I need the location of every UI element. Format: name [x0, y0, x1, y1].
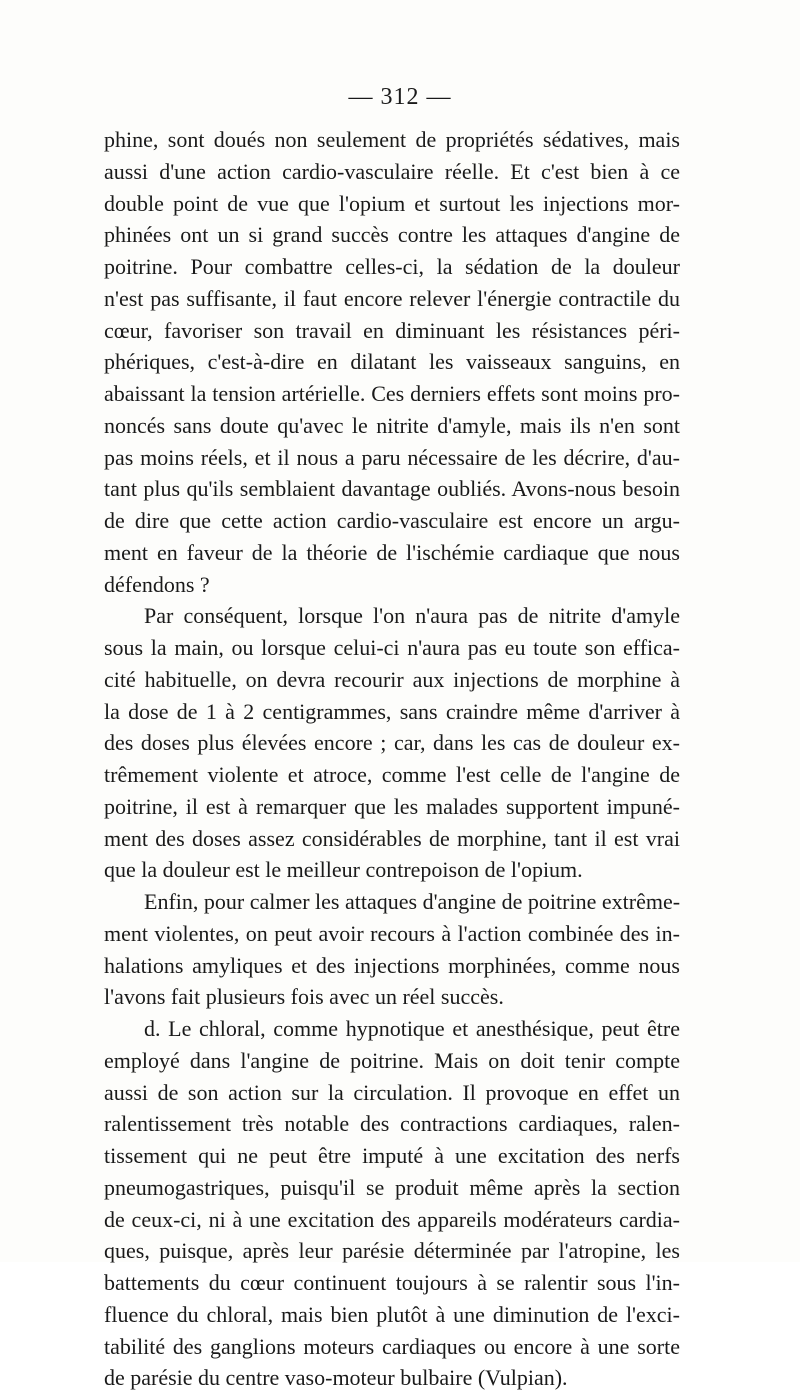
text-line: phériques, c'est-à-dire en dilatant les vaisseaux sanguins, en [104, 349, 680, 375]
text-line: double point de vue que l'opium et surtout les injections mor- [104, 190, 680, 216]
text-line: Par conséquent, lorsque l'on n'aura pas de nitrite d'amyle [144, 603, 680, 629]
text-line: ment des doses assez considérables de morphine, tant il est vrai [104, 825, 680, 851]
text-line: des doses plus élevées encore ; car, dans les cas de douleur ex- [104, 730, 680, 756]
text-line: noncés sans doute qu'avec le nitrite d'amyle, mais ils n'en sont [104, 412, 680, 438]
text-line: n'est pas suffisante, il faut encore relever l'énergie contractile du [104, 285, 680, 311]
text-line: phine, sont doués non seulement de propriétés sédatives, mais [104, 127, 680, 152]
text-line: ralentissement très notable des contractions cardiaques, ralen- [104, 1111, 680, 1137]
text-line: poitrine. Pour combattre celles-ci, la sédation de la douleur [104, 254, 680, 279]
text-line: la dose de 1 à 2 centigrammes, sans craindre même d'arriver à [104, 698, 680, 724]
text-line: poitrine, il est à remarquer que les malades supportent impuné- [104, 793, 680, 819]
text-line: de parésie du centre vaso-moteur bulbaire (Vulpian). [104, 1365, 568, 1391]
text-line: de dire que cette action cardio-vasculaire est encore un argu- [104, 508, 680, 533]
text-line: trêmement violente et atroce, comme l'est celle de l'angine de [104, 762, 680, 787]
text-line: pneumogastriques, puisqu'il se produit même après la section [104, 1174, 680, 1200]
text-line: abaissant la tension artérielle. Ces derniers effets sont moins pro- [104, 381, 680, 406]
text-line: ques, puisque, après leur parésie déterminée par l'atropine, les [104, 1238, 680, 1264]
text-line: aussi de son action sur la circulation. Il provoque en effet un [104, 1079, 680, 1105]
text-line: aussi d'une action cardio-vasculaire réelle. Et c'est bien à ce [104, 158, 680, 184]
text-line: cœur, favoriser son travail en diminuant les résistances péri- [104, 317, 680, 343]
text-line: de ceux-ci, ni à une excitation des appareils modérateurs cardia- [104, 1206, 680, 1232]
text-line: sous la main, ou lorsque celui-ci n'aura pas eu toute son effica- [104, 635, 680, 660]
text-line: tabilité des ganglions moteurs cardiaques ou encore à une sorte [104, 1333, 680, 1359]
text-line: Enfin, pour calmer les attaques d'angine de poitrine extrême- [144, 889, 681, 914]
text-line: que la douleur est le meilleur contrepoison de l'opium. [104, 857, 583, 883]
text-line: phinées ont un si grand succès contre les attaques d'angine de [104, 222, 680, 248]
body-text [104, 124, 680, 1394]
text-line: pas moins réels, et il nous a paru nécessaire de les décrire, d'au- [104, 444, 680, 470]
text-line: d. Le chloral, comme hypnotique et anesthésique, peut être [144, 1016, 680, 1041]
text-line: l'avons fait plusieurs fois avec un réel succès. [104, 984, 504, 1010]
text-line: ment en faveur de la théorie de l'ischémie cardiaque que nous [104, 539, 680, 565]
text-line: fluence du chloral, mais bien plutôt à une diminution de l'exci- [104, 1301, 680, 1327]
text-line: tant plus qu'ils semblaient davantage oubliés. Avons-nous besoin [104, 476, 680, 502]
text-line: ment violentes, on peut avoir recours à l'action combinée des in- [104, 920, 680, 946]
text-line: cité habituelle, on devra recourir aux injections de morphine à [104, 666, 680, 692]
page-number: — 312 — [348, 84, 452, 110]
text-line: employé dans l'angine de poitrine. Mais on doit tenir compte [104, 1047, 680, 1073]
text-line: tissement qui ne peut être imputé à une excitation des nerfs [104, 1143, 680, 1168]
text-line: halations amyliques et des injections morphinées, comme nous [104, 952, 680, 978]
text-line: battements du cœur continuent toujours à se ralentir sous l'in- [104, 1270, 680, 1295]
text-line: défendons ? [104, 571, 210, 597]
